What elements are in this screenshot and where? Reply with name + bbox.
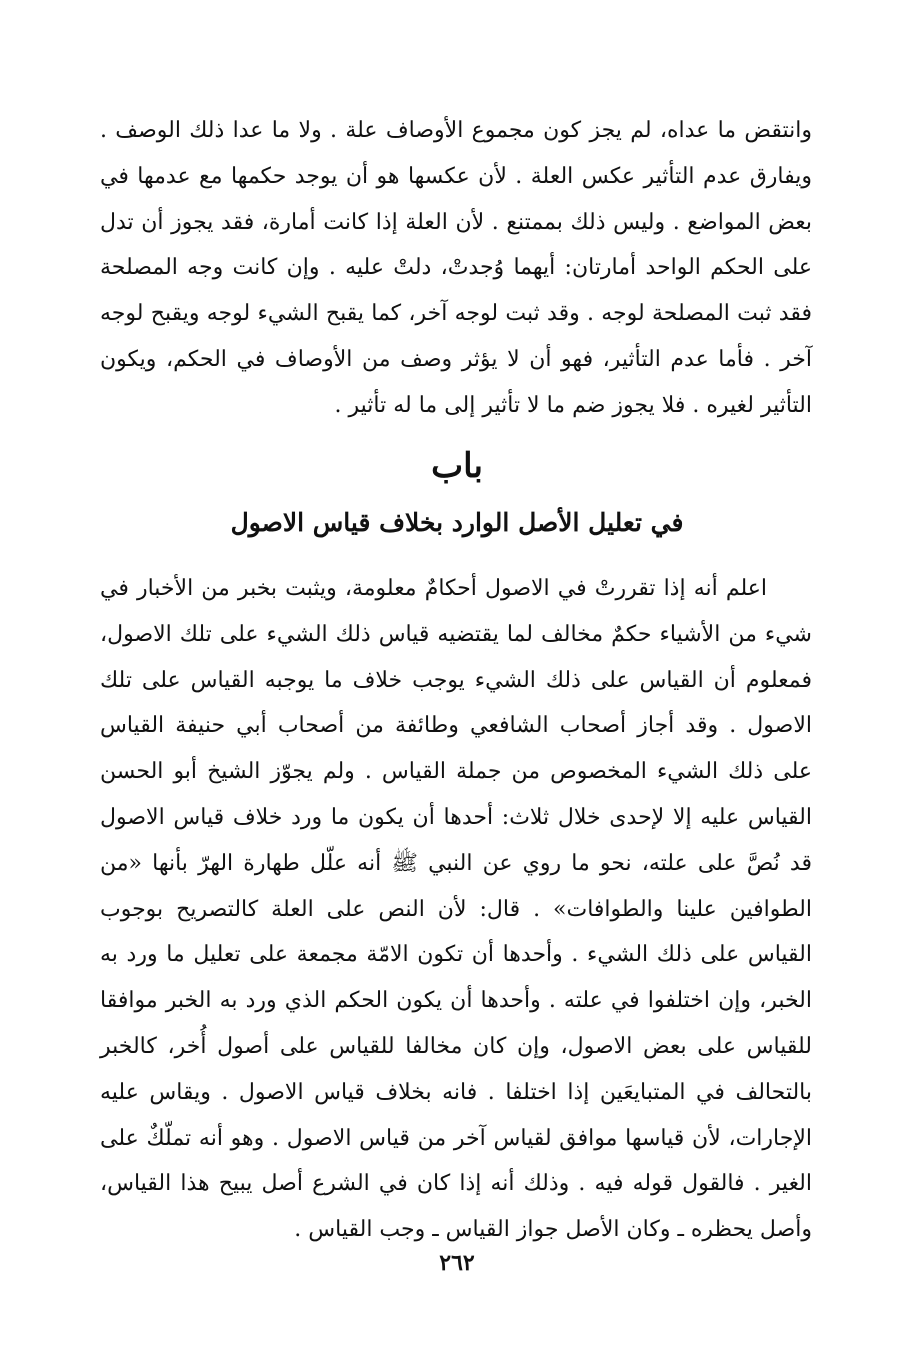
paragraph-body: اعلم أنه إذا تقررتْ في الاصول أحكامٌ معلومة، ويثبت بخبر من الأخبار في شيء من الأشياء حكمٌ مخالف لما يقتضيه قياس ذلك الشيء على تلك الاصول، فمعلوم أن القياس على ذلك الشيء يوجب خلاف ما يوجبه القياس على تلك الاصول . وقد أجاز أصحاب الشافعي وطائفة من أصحاب أبي حنيفة القياس على ذلك الشيء المخصوص من جملة القياس . ولم يجوّز الشيخ أبو الحسن القياس عليه إلا لإحدى خلال ثلاث: أحدها أن يكون ما ورد خلاف قياس الاصول قد نُصَّ على علته، نحو ما روي عن النبي ﷺ أنه علّل طهارة الهرّ بأنها «من الطوافين علينا والطوافات» . قال: لأن النص على العلة كالتصريح بوجوب القياس على ذلك الشيء . وأحدها أن تكون الامّة مجمعة على تعليل ما ورد به الخبر، وإن اختلفوا في علته . وأحدها أن يكون الحكم الذي ورد به الخبر موافقا للقياس على بعض الاصول، وإن كان مخالفا للقياس على أصول أُخر، كالخبر بالتحالف في المتبايعَين إذا اختلفا . فانه بخلاف قياس الاصول . ويقاس عليه الإجارات، لأن قياسها موافق لقياس آخر من قياس الاصول . وهو أنه تملّكٌ على الغير . فالقول قوله فيه . وذلك أنه إذا كان في الشرع أصل يبيح هذا القياس، وأصل يحظره ـ وكان الأصل جواز القياس ـ وجب القياس . — [100, 576, 812, 1243]
chapter-subtitle: في تعليل الأصل الوارد بخلاف قياس الاصول — [230, 508, 684, 537]
chapter-heading: باب — [431, 446, 483, 486]
page-number: ٢٦٢ — [439, 1250, 475, 1276]
paragraph-continuation: وانتقض ما عداه، لم يجز كون مجموع الأوصاف علة . ولا ما عدا ذلك الوصف . ويفارق عدم التأثير عكس العلة . لأن عكسها هو أن يوجد حكمها مع عدمها في بعض المواضع . وليس ذلك بممتنع . لأن العلة إذا كانت أمارة، فقد يجوز أن تدل على الحكم الواحد أمارتان: أيهما وُجدتْ، دلتْ عليه . وإن كانت وجه المصلحة فقد ثبت المصلحة لوجه . وقد ثبت لوجه آخر، كما يقبح الشيء لوجه ويقبح لوجه آخر . فأما عدم التأثير، فهو أن لا يؤثر وصف من الأوصاف في الحكم، ويكون التأثير لغيره . فلا يجوز ضم ما لا تأثير إلى ما له تأثير . — [100, 118, 812, 418]
